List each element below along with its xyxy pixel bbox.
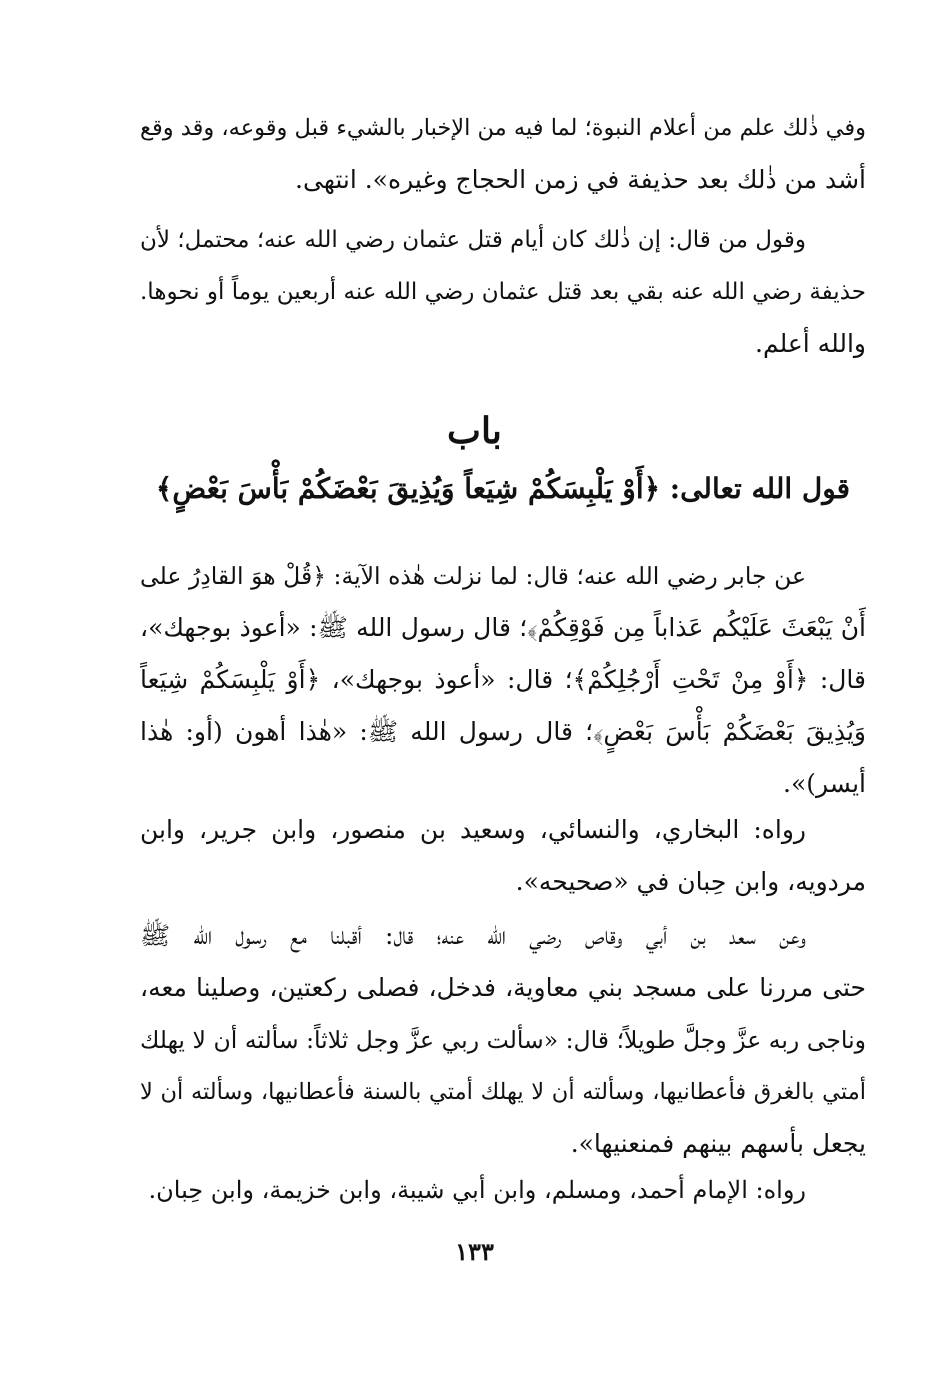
text-line: حتى مررنا على مسجد بني معاوية، فدخل، فصلى ركعتين، وصلينا معه،: [140, 973, 866, 1002]
text-line: أمتي بالغرق فأعطانيها، وسألته أن لا يهلك أمتي بالسنة فأعطانيها، وسألته أن لا: [140, 1079, 866, 1105]
text-line: أَنْ يَبْعَثَ عَلَيْكُم عَذاباً مِن فَوْقِكُمْ﴾؛ قال رسول الله ﷺ: «أعوذ بوجهك»،: [140, 613, 866, 642]
text-line: رواه: البخاري، والنسائي، وسعيد بن منصور، وابن جرير، وابن: [140, 815, 806, 844]
paragraph-jabir-hadith: [140, 550, 866, 810]
paragraph-narrators-1: [140, 804, 866, 908]
text-line: مردويه، وابن حِبان في «صحيحه».: [515, 867, 866, 896]
paragraph-narrators-2: [140, 1164, 866, 1216]
text-line: عن جابر رضي الله عنه؛ قال: لما نزلت هٰذه الآية: ﴿قُلْ هوَ القادِرُ على: [140, 562, 806, 590]
paragraph-uthman-note: [140, 214, 866, 370]
text-line: أشد من ذٰلك بعد حذيفة في زمن الحجاج وغيره». انتهى.: [295, 165, 866, 194]
text-line: أيسر)».: [783, 769, 866, 798]
text-line: وَيُذِيقَ بَعْضَكُمْ بَأْسَ بَعْضٍ﴾؛ قال رسول الله ﷺ: «هٰذا أهون (أو: هٰذا: [140, 717, 866, 746]
text-line: يجعل بأسهم بينهم فمنعنيها».: [570, 1129, 866, 1158]
text-line: حذيفة رضي الله عنه بقي بعد قتل عثمان رضي الله عنه أربعين يوماً أو نحوها.: [140, 279, 866, 305]
paragraph-saad-hadith: [140, 910, 866, 1170]
text-line: وقول من قال: إن ذٰلك كان أيام قتل عثمان رضي الله عنه؛ محتمل؛ لأن: [140, 227, 806, 253]
text-line: وفي ذٰلك علم من أعلام النبوة؛ لما فيه من الإخبار بالشيء قبل وقوعه، وقد وقع: [140, 115, 866, 141]
paragraph-prophecy-note: [140, 102, 866, 206]
page-number: ١٣٣: [455, 1237, 494, 1266]
text-line: وعن سعد بن أبي وقاص رضي الله عنه؛ قال: أقبلنا مع رسول الله ﷺ: [140, 921, 806, 950]
text-line: وناجى ربه عزَّ وجلَّ طويلاً؛ قال: «سألت ربي عزَّ وجل ثلاثاً: سألته أن لا يهلك: [140, 1026, 866, 1054]
chapter-subtitle: قول الله تعالى: ﴿أَوْ يَلْبِسَكُمْ شِيَعاً وَيُذِيقَ بَعْضَكُمْ بَأْسَ بَعْضٍ﴾: [155, 472, 851, 505]
text-line: رواه: الإمام أحمد، ومسلم، وابن أبي شيبة، وابن خزيمة، وابن حِبان.: [148, 1176, 806, 1204]
text-line: والله أعلم.: [755, 329, 866, 358]
text-line: قال: ﴿أَوْ مِنْ تَحْتِ أَرْجُلِكُمْ﴾؛ قال: «أعوذ بوجهك»، ﴿أَوْ يَلْبِسَكُمْ شِيَعاً: [140, 665, 866, 694]
chapter-title: باب: [447, 410, 502, 452]
